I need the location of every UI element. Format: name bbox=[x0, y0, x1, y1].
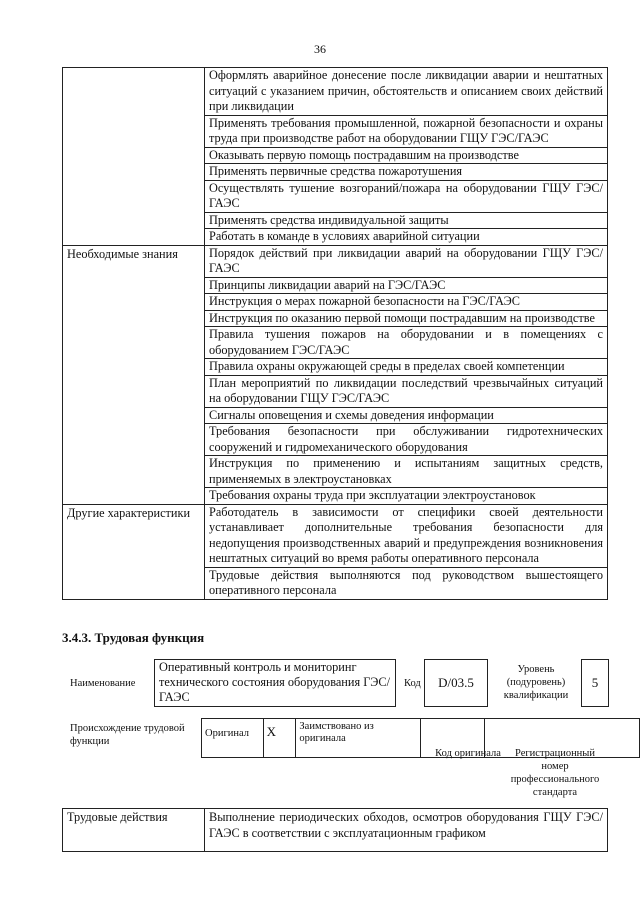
item-cell: Инструкция по оказанию первой помощи пострадавшим на производстве bbox=[205, 310, 608, 327]
category-cell: Другие характеристики bbox=[63, 504, 205, 599]
item-cell: Оказывать первую помощь пострадавшим на производстве bbox=[205, 147, 608, 164]
item-cell: Требования охраны труда при эксплуатации электроустановок bbox=[205, 488, 608, 505]
item-cell: Правила тушения пожаров на оборудовании и в помещениях с оборудованием ГЭС/ГАЭС bbox=[205, 327, 608, 359]
item-cell: Инструкция по применению и испытаниям защитных средств, применяемых в электроустановках bbox=[205, 456, 608, 488]
original-label: Оригинал bbox=[202, 719, 264, 758]
item-cell: Требования безопасности при обслуживании гидротехнических сооружений и гидромеханического оборудования bbox=[205, 424, 608, 456]
competency-table bbox=[62, 67, 608, 600]
borrowed-label: Заимствовано из оригинала bbox=[296, 719, 421, 758]
item-cell: Оформлять аварийное донесение после ликвидации аварии и нештатных ситуаций с указанием причин, обстоятельств и описанием своих действий при ликвидации bbox=[205, 68, 608, 116]
level-value: 5 bbox=[581, 659, 609, 707]
category-cell: Необходимые знания bbox=[63, 245, 205, 504]
item-cell: Применять требования промышленной, пожарной безопасности и охраны труда при производстве работ на оборудовании ГЩУ ГЭС/ГАЭС bbox=[205, 115, 608, 147]
item-cell: Осуществлять тушение возгораний/пожара на оборудовании ГЩУ ГЭС/ГАЭС bbox=[205, 180, 608, 212]
origin-code-label: Код оригинала bbox=[435, 748, 501, 759]
code-value: D/03.5 bbox=[424, 659, 488, 707]
level-label: Уровень (подуровень) квалификации bbox=[503, 664, 569, 701]
code-label: Код bbox=[404, 678, 421, 689]
table-row bbox=[63, 68, 608, 116]
name-label: Наименование bbox=[70, 678, 136, 689]
item-cell: Принципы ликвидации аварий на ГЭС/ГАЭС bbox=[205, 277, 608, 294]
labor-actions-table bbox=[62, 808, 608, 852]
reg-number-label: Регистрационный номер профессионального стандарта bbox=[510, 748, 600, 798]
item-cell: Правила охраны окружающей среды в пределах своей компетенции bbox=[205, 359, 608, 376]
table-row bbox=[63, 245, 608, 277]
function-name-value: Оперативный контроль и мониторинг технического состояния оборудования ГЭС/ГАЭС bbox=[159, 660, 391, 704]
function-name-box bbox=[154, 659, 396, 707]
item-cell: Трудовые действия выполняются под руководством вышестоящего оперативного персонала bbox=[205, 567, 608, 599]
category-cell bbox=[63, 68, 205, 246]
item-cell: Применять первичные средства пожаротушения bbox=[205, 164, 608, 181]
item-cell: Работать в команде в условиях аварийной ситуации bbox=[205, 229, 608, 246]
table-row bbox=[63, 504, 608, 567]
item-cell: Инструкция о мерах пожарной безопасности на ГЭС/ГАЭС bbox=[205, 294, 608, 311]
item-cell: План мероприятий по ликвидации последствий чрезвычайных ситуаций на оборудовании ГЩУ ГЭС/ГАЭС bbox=[205, 375, 608, 407]
item-cell: Порядок действий при ликвидации аварий на оборудовании ГЩУ ГЭС/ГАЭС bbox=[205, 245, 608, 277]
labor-actions-item: Выполнение периодических обходов, осмотров оборудования ГЩУ ГЭС/ГАЭС в соответствии с эксплуатационным графиком bbox=[205, 809, 608, 852]
labor-actions-category: Трудовые действия bbox=[63, 809, 205, 852]
item-cell: Сигналы оповещения и схемы доведения информации bbox=[205, 407, 608, 424]
section-title: 3.4.3. Трудовая функция bbox=[62, 630, 205, 645]
item-cell: Работодатель в зависимости от специфики своей деятельности устанавливает дополнительные требования безопасности для недопущения производственных аварий и предупреждения возникновения нештатных ситуаций во время работы оперативного персонала bbox=[205, 504, 608, 567]
page-number: 36 bbox=[314, 42, 326, 56]
original-mark: X bbox=[263, 719, 296, 758]
origin-label: Происхождение трудовой функции bbox=[70, 723, 185, 747]
item-cell: Применять средства индивидуальной защиты bbox=[205, 212, 608, 229]
